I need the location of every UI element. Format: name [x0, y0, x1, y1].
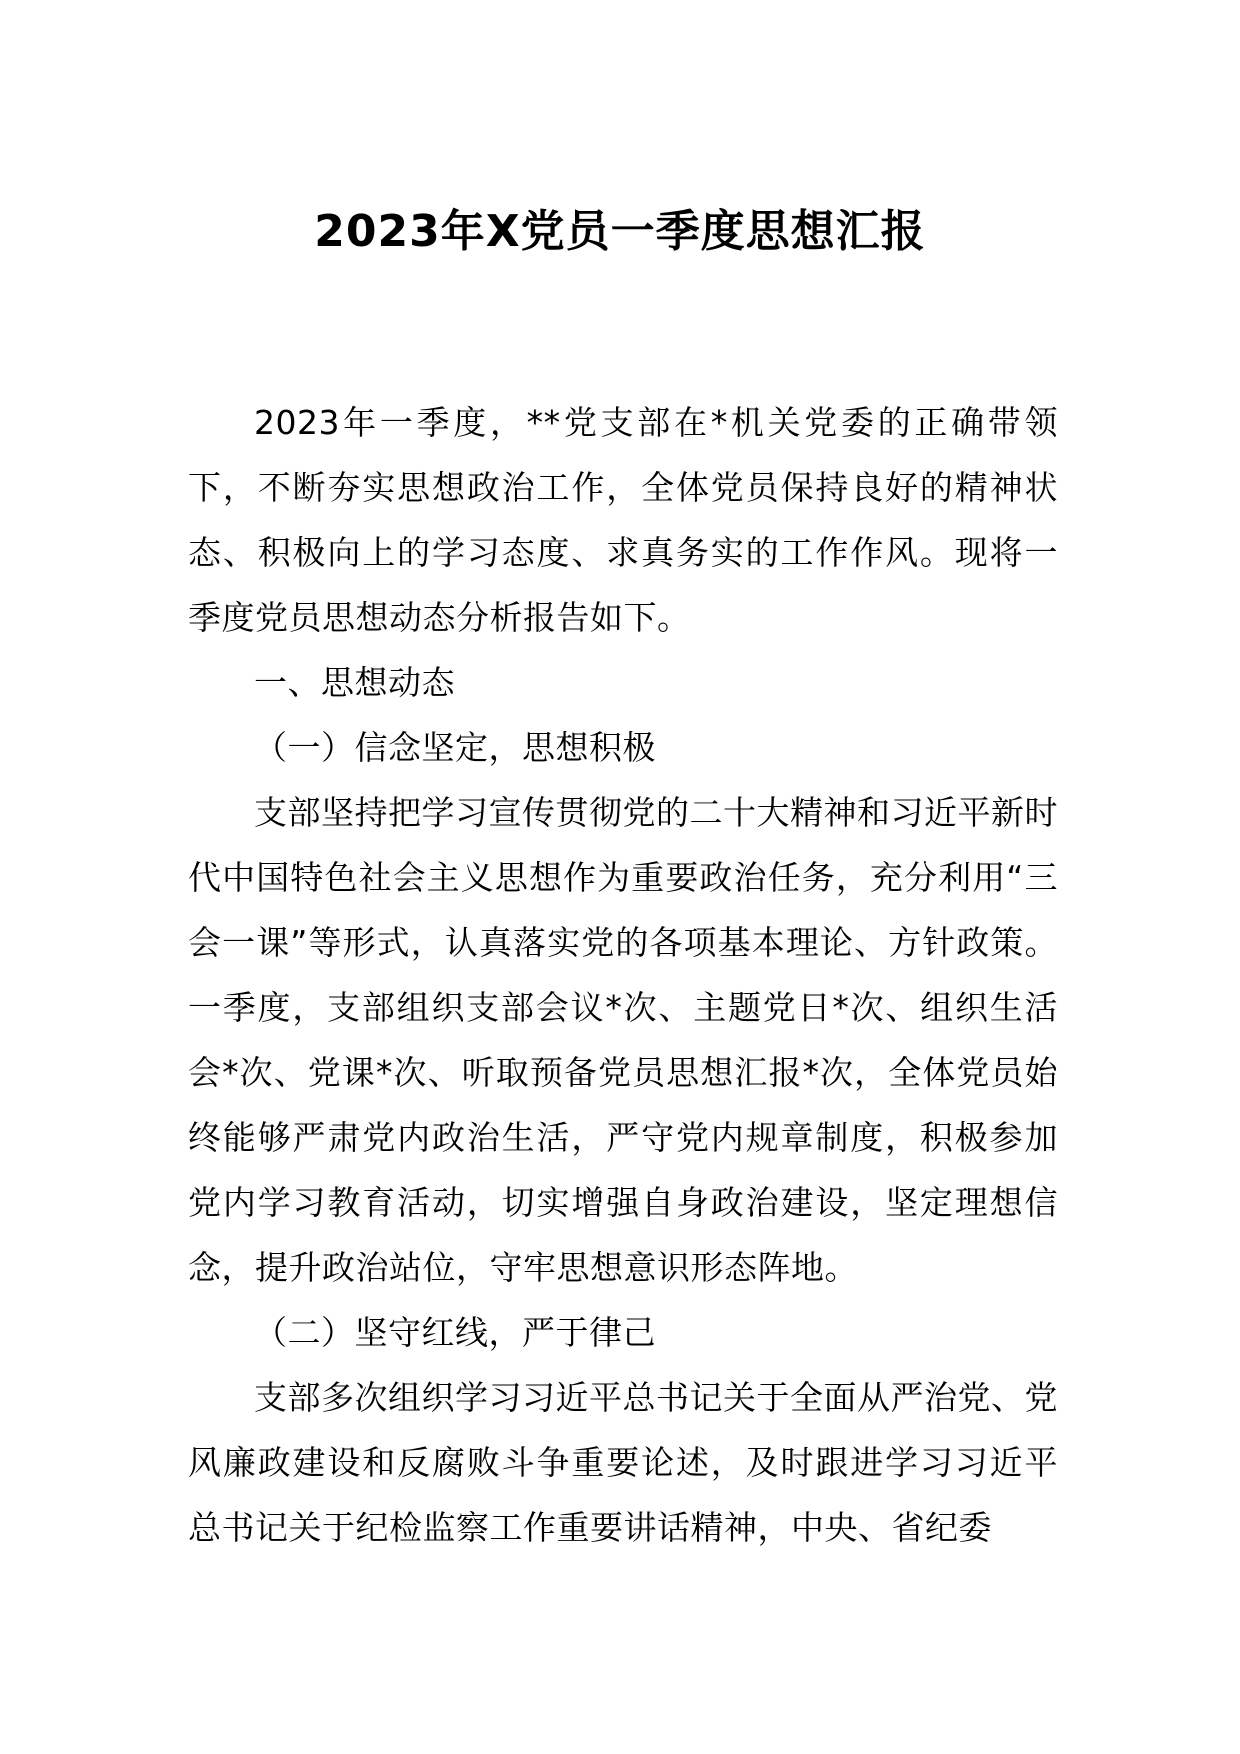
document-title: 2023年X党员一季度思想汇报 — [314, 206, 926, 257]
body-paragraph-1: 支部坚持把学习宣传贯彻党的二十大精神和习近平新时代中国特色社会主义思想作为重要政治任务，充分利用“三会一课”等形式，认真落实党的各项基本理论、方针政策。一季度，支部组织支部会议*次、主题党日*次、组织生活会*次、党课*次、听取预备党员思想汇报*次，全体党员始终能够严肃党内政治生活，严守党内规章制度，积极参加党内学习教育活动，切实增强自身政治建设，坚定理想信念，提升政治站位，守牢思想意识形态阵地。 — [188, 793, 1058, 1287]
subsection-heading-2: （二）坚守红线，严于律己 — [254, 1313, 656, 1352]
body-paragraph-2: 支部多次组织学习习近平总书记关于全面从严治党、党风廉政建设和反腐败斗争重要论述，及时跟进学习习近平总书记关于纪检监察工作重要讲话精神，中央、省纪委 — [188, 1378, 1058, 1547]
document-body — [188, 390, 1058, 1560]
subsection-heading-1: （一）信念坚定，思想积极 — [254, 728, 656, 767]
section-heading-1: 一、思想动态 — [254, 663, 455, 702]
intro-paragraph: 2023年一季度，**党支部在*机关党委的正确带领下，不断夯实思想政治工作，全体党员保持良好的精神状态、积极向上的学习态度、求真务实的工作作风。现将一季度党员思想动态分析报告如下。 — [188, 403, 1058, 637]
